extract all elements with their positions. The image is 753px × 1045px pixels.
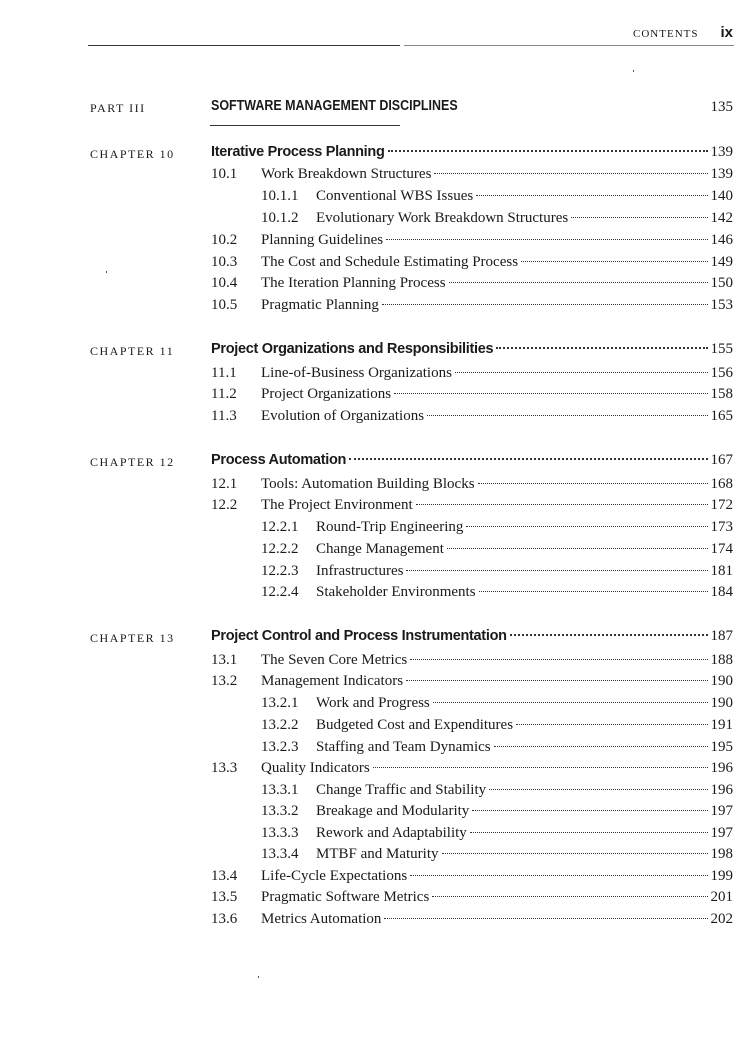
dot-leader — [466, 526, 707, 527]
dot-leader — [521, 261, 707, 262]
scan-speck — [633, 70, 634, 72]
dot-leader — [478, 483, 708, 484]
scan-speck — [258, 976, 259, 978]
section-number: 12.2 — [211, 497, 238, 513]
chapter-page: 167 — [710, 452, 733, 468]
section-page: 201 — [710, 889, 733, 905]
section-page: 142 — [710, 210, 733, 226]
section-number: 11.3 — [211, 408, 237, 424]
section-entry — [211, 408, 733, 429]
section-title: Pragmatic Software Metrics — [261, 889, 430, 905]
subsection-entry — [261, 519, 733, 540]
section-number: 13.2.2 — [261, 717, 299, 733]
section-title: Staffing and Team Dynamics — [316, 739, 491, 755]
section-title: Life-Cycle Expectations — [261, 868, 408, 884]
running-head-title: CONTENTS — [633, 28, 699, 40]
section-entry — [211, 275, 733, 296]
section-page: 158 — [710, 386, 733, 402]
section-number: 12.2.3 — [261, 563, 299, 579]
section-title: Infrastructures — [316, 563, 404, 579]
chapter-label: CHAPTER 11 — [90, 344, 175, 358]
dot-leader — [455, 372, 708, 373]
section-number: 12.2.1 — [261, 519, 299, 535]
subsection-entry — [261, 695, 733, 716]
page-number: ix — [720, 24, 733, 41]
section-title: Work Breakdown Structures — [261, 166, 432, 182]
dot-leader — [386, 239, 707, 240]
section-entry — [211, 497, 733, 518]
section-title: Work and Progress — [316, 695, 430, 711]
dot-leader — [496, 347, 707, 349]
subsection-entry — [261, 541, 733, 562]
dot-leader — [394, 393, 707, 394]
section-title: The Iteration Planning Process — [261, 275, 446, 291]
section-entry — [211, 386, 733, 407]
chapter-label: CHAPTER 10 — [90, 147, 175, 161]
chapter-page: 187 — [710, 628, 733, 644]
running-head — [633, 24, 733, 41]
section-title: Change Management — [316, 541, 444, 557]
section-page: 181 — [710, 563, 733, 579]
section-number: 13.3.1 — [261, 782, 299, 798]
subsection-entry — [261, 188, 733, 209]
section-title: Line-of-Business Organizations — [261, 365, 452, 381]
dot-leader — [427, 415, 707, 416]
part-label: PART III — [90, 101, 146, 115]
section-title: Project Organizations — [261, 386, 392, 402]
dot-leader — [382, 304, 708, 305]
section-title: Evolution of Organizations — [261, 408, 425, 424]
section-title: Management Indicators — [261, 673, 404, 689]
section-page: 197 — [710, 825, 733, 841]
section-number: 10.1 — [211, 166, 238, 182]
dot-leader — [489, 789, 707, 790]
dot-leader — [406, 570, 707, 571]
section-title: Conventional WBS Issues — [316, 188, 474, 204]
chapter-page: 155 — [710, 341, 733, 357]
section-page: 173 — [710, 519, 733, 535]
section-number: 13.6 — [211, 911, 238, 927]
section-number: 13.4 — [211, 868, 238, 884]
chapter-title: Project Control and Process Instrumentation — [211, 628, 507, 644]
section-number: 13.1 — [211, 652, 238, 668]
dot-leader — [449, 282, 708, 283]
section-page: 197 — [710, 803, 733, 819]
dot-leader — [410, 875, 707, 876]
dot-leader — [410, 659, 707, 660]
dot-leader — [571, 217, 707, 218]
section-page: 156 — [710, 365, 733, 381]
section-title: MTBF and Maturity — [316, 846, 439, 862]
section-number: 10.4 — [211, 275, 238, 291]
subsection-entry — [261, 846, 733, 867]
dot-leader — [510, 634, 708, 636]
chapter-entry — [211, 144, 733, 165]
chapter-entry — [211, 452, 733, 473]
section-entry — [211, 673, 733, 694]
header-rule — [88, 45, 400, 46]
subsection-entry — [261, 210, 733, 231]
section-page: 149 — [710, 254, 733, 270]
section-title: The Project Environment — [261, 497, 413, 513]
section-number: 11.2 — [211, 386, 237, 402]
section-number: 12.2.2 — [261, 541, 299, 557]
chapter-label: CHAPTER 12 — [90, 455, 175, 469]
section-entry — [211, 166, 733, 187]
section-page: 140 — [710, 188, 733, 204]
section-number: 13.3.2 — [261, 803, 299, 819]
section-entry — [211, 868, 733, 889]
section-title: Tools: Automation Building Blocks — [261, 476, 475, 492]
section-page: 153 — [710, 297, 733, 313]
chapter-label: CHAPTER 13 — [90, 631, 175, 645]
subsection-entry — [261, 563, 733, 584]
header-rule-right — [404, 45, 734, 46]
dot-leader — [416, 504, 708, 505]
dot-leader — [470, 832, 708, 833]
section-number: 12.2.4 — [261, 584, 299, 600]
subsection-entry — [261, 717, 733, 738]
section-title: The Cost and Schedule Estimating Process — [261, 254, 519, 270]
subsection-entry — [261, 584, 733, 605]
section-page: 172 — [710, 497, 733, 513]
section-number: 12.1 — [211, 476, 238, 492]
section-title: Planning Guidelines — [261, 232, 384, 248]
section-title: Metrics Automation — [261, 911, 382, 927]
dot-leader — [447, 548, 708, 549]
chapter-title: Iterative Process Planning — [211, 144, 385, 160]
section-page: 196 — [710, 760, 733, 776]
chapter-page: 139 — [710, 144, 733, 160]
section-entry — [211, 365, 733, 386]
section-title: Rework and Adaptability — [316, 825, 467, 841]
chapter-entry — [211, 341, 733, 362]
section-page: 184 — [710, 584, 733, 600]
subsection-entry — [261, 782, 733, 803]
section-page: 146 — [710, 232, 733, 248]
section-page: 195 — [710, 739, 733, 755]
section-number: 10.1.1 — [261, 188, 299, 204]
part-title: SOFTWARE MANAGEMENT DISCIPLINES — [211, 98, 458, 114]
section-number: 11.1 — [211, 365, 237, 381]
part-heading — [90, 98, 733, 120]
section-entry — [211, 652, 733, 673]
dot-leader — [433, 702, 708, 703]
dot-leader — [472, 810, 707, 811]
section-title: The Seven Core Metrics — [261, 652, 408, 668]
section-title: Change Traffic and Stability — [316, 782, 487, 798]
section-number: 13.2.1 — [261, 695, 299, 711]
section-page: 168 — [710, 476, 733, 492]
section-page: 190 — [710, 673, 733, 689]
dot-leader — [432, 896, 707, 897]
section-entry — [211, 911, 733, 932]
section-entry — [211, 232, 733, 253]
dot-leader — [479, 591, 708, 592]
section-number: 13.3 — [211, 760, 238, 776]
section-number: 13.2.3 — [261, 739, 299, 755]
chapter-title: Process Automation — [211, 452, 347, 468]
section-page: 165 — [710, 408, 733, 424]
section-page: 202 — [710, 911, 733, 927]
section-entry — [211, 476, 733, 497]
section-page: 150 — [710, 275, 733, 291]
section-page: 190 — [710, 695, 733, 711]
section-title: Pragmatic Planning — [261, 297, 379, 313]
section-entry — [211, 297, 733, 318]
section-title: Round-Trip Engineering — [316, 519, 464, 535]
section-number: 10.2 — [211, 232, 238, 248]
section-title: Evolutionary Work Breakdown Structures — [316, 210, 569, 226]
section-page: 191 — [710, 717, 733, 733]
section-title: Quality Indicators — [261, 760, 370, 776]
subsection-entry — [261, 825, 733, 846]
section-entry — [211, 254, 733, 275]
section-entry — [211, 889, 733, 910]
dot-leader — [373, 767, 708, 768]
section-entry — [211, 760, 733, 781]
chapter-title: Project Organizations and Responsibilities — [211, 341, 494, 357]
dot-leader — [384, 918, 707, 919]
dot-leader — [494, 746, 708, 747]
section-page: 139 — [710, 166, 733, 182]
section-number: 13.2 — [211, 673, 238, 689]
part-rule — [210, 125, 400, 126]
section-number: 10.5 — [211, 297, 238, 313]
dot-leader — [516, 724, 707, 725]
section-title: Stakeholder Environments — [316, 584, 476, 600]
section-page: 188 — [710, 652, 733, 668]
subsection-entry — [261, 739, 733, 760]
dot-leader — [434, 173, 707, 174]
section-number: 10.1.2 — [261, 210, 299, 226]
section-title: Budgeted Cost and Expenditures — [316, 717, 514, 733]
section-number: 10.3 — [211, 254, 238, 270]
dot-leader — [442, 853, 708, 854]
subsection-entry — [261, 803, 733, 824]
part-page: 135 — [710, 99, 733, 115]
section-page: 198 — [710, 846, 733, 862]
chapter-entry — [211, 628, 733, 649]
scan-speck — [106, 271, 107, 273]
dot-leader — [388, 150, 708, 152]
section-number: 13.5 — [211, 889, 238, 905]
dot-leader — [476, 195, 707, 196]
section-page: 199 — [710, 868, 733, 884]
dot-leader — [406, 680, 707, 681]
section-title: Breakage and Modularity — [316, 803, 470, 819]
section-page: 174 — [710, 541, 733, 557]
section-number: 13.3.4 — [261, 846, 299, 862]
section-page: 196 — [710, 782, 733, 798]
section-number: 13.3.3 — [261, 825, 299, 841]
dot-leader — [349, 458, 707, 460]
